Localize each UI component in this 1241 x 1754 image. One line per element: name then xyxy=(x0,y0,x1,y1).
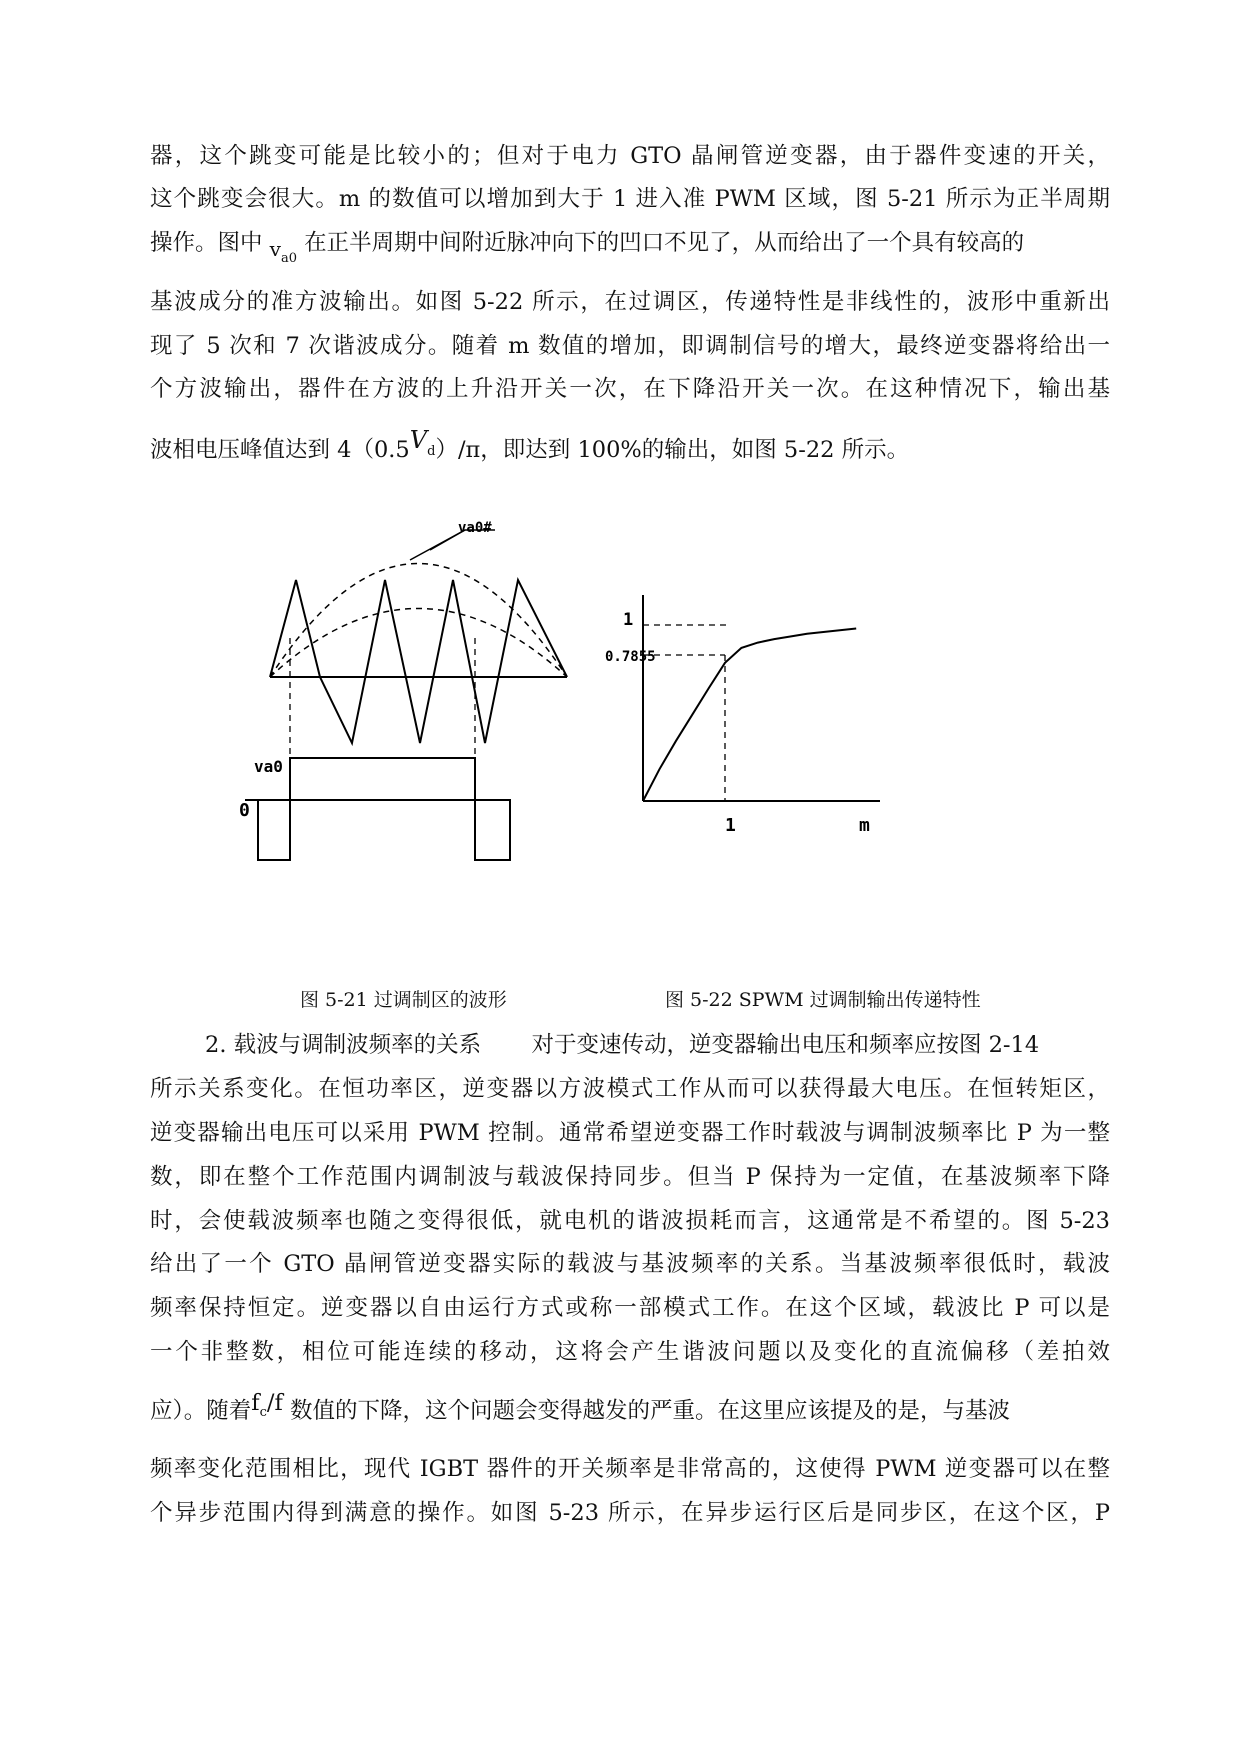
fig22-tick-x-m: m xyxy=(859,815,870,836)
figure-5-21 xyxy=(240,520,610,960)
para2-line8: 一个非整数，相位可能连续的移动，这将会产生谐波问题以及变化的直流偏移（差拍效 xyxy=(150,1339,1110,1365)
fig22-curve xyxy=(643,629,856,802)
para2-line9-pre: 应）。随着 xyxy=(150,1398,252,1424)
para1-line7-post: ）/π，即达到 100%的输出，如图 5-22 所示。 xyxy=(435,437,910,463)
para1-line3 xyxy=(150,230,1110,266)
fig22-tick-y-1: 1 xyxy=(623,610,634,630)
fig21-label-va0-top: va0# xyxy=(458,520,492,536)
para2-line2: 所示关系变化。在恒功率区，逆变器以方波模式工作从而可以获得最大电压。在恒转矩区， xyxy=(150,1076,1110,1102)
var-Vd-sub: d xyxy=(427,444,436,459)
var-frac: /f xyxy=(266,1390,283,1416)
para2-line6: 给出了一个 GTO 晶闸管逆变器实际的载波与基波频率的关系。当基波频率很低时，载波 xyxy=(150,1251,1110,1277)
section-heading: 2. 载波与调制波频率的关系 xyxy=(205,1032,482,1058)
para1-line3-pre: 操作。图中 xyxy=(150,230,263,256)
para1-line3-post: 在正半周期中间附近脉冲向下的凹口不见了，从而给出了一个具有较高的 xyxy=(304,230,1025,256)
var-fc: f xyxy=(251,1390,260,1416)
fig22-tick-x-1: 1 xyxy=(725,815,736,836)
para2-line1 xyxy=(205,1032,1110,1058)
var-Vd: V xyxy=(409,426,428,454)
figure-5-22 xyxy=(605,595,985,935)
para1-line7-pre: 波相电压峰值达到 4（0.5 xyxy=(150,437,410,463)
fig21-modulation-high xyxy=(270,564,567,678)
para2-line11: 个异步范围内得到满意的操作。如图 5-23 所示，在异步运行区后是同步区，在这个区，P xyxy=(150,1500,1110,1526)
fig22-tick-y-07855: 0.7855 xyxy=(605,649,656,665)
para1-line1: 器，这个跳变可能是比较小的；但对于电力 GTO 晶闸管逆变器，由于器件变速的开关， xyxy=(150,143,1110,169)
para2-line9-post: 数值的下降，这个问题会变得越发的严重。在这里应该提及的是，与基波 xyxy=(289,1398,1010,1424)
fig21-label-va0: va0 xyxy=(254,757,283,776)
fig21-output-waveform xyxy=(258,758,510,860)
fig21-caption: 图 5-21 过调制区的波形 xyxy=(300,989,507,1011)
para1-line5: 现了 5 次和 7 次谐波成分。随着 m 数值的增加，即调制信号的增大，最终逆变器将给出一 xyxy=(150,333,1110,359)
para1-line6: 个方波输出，器件在方波的上升沿开关一次，在下降沿开关一次。在这种情况下，输出基 xyxy=(150,376,1110,402)
fig21-label-zero: 0 xyxy=(239,800,250,821)
para2-line3: 逆变器输出电压可以采用 PWM 控制。通常希望逆变器工作时载波与调制波频率比 P 为一整 xyxy=(150,1120,1110,1146)
para2-line10: 频率变化范围相比，现代 IGBT 器件的开关频率是非常高的，这使得 PWM 逆变器可以在整 xyxy=(150,1456,1110,1482)
para2-line9 xyxy=(150,1390,1110,1428)
var-fc-sub: c xyxy=(259,1405,267,1420)
para1-line2: 这个跳变会很大。m 的数值可以增加到大于 1 进入准 PWM 区域，图 5-21 所示为正半周期 xyxy=(150,186,1110,212)
para2-line1-text: 对于变速传动，逆变器输出电压和频率应按图 2-14 xyxy=(531,1032,1040,1058)
fig21-carrier-wave xyxy=(270,580,567,743)
fig21-modulation-low xyxy=(270,609,567,678)
para1-line7 xyxy=(150,426,910,467)
var-v-sub: a0 xyxy=(280,251,298,266)
para2-line5: 时，会使载波频率也随之变得很低，就电机的谐波损耗而言，这通常是不希望的。图 5-23 xyxy=(150,1208,1110,1234)
fig22-caption: 图 5-22 SPWM 过调制输出传递特性 xyxy=(665,989,981,1011)
para2-line7: 频率保持恒定。逆变器以自由运行方式或称一部模式工作。在这个区域，载波比 P 可以是 xyxy=(150,1295,1110,1321)
var-v: v xyxy=(269,237,281,261)
para2-line4: 数，即在整个工作范围内调制波与载波保持同步。但当 P 保持为一定值，在基波频率下降 xyxy=(150,1164,1110,1190)
para1-line4: 基波成分的准方波输出。如图 5-22 所示，在过调区，传递特性是非线性的，波形中重新出 xyxy=(150,289,1110,315)
